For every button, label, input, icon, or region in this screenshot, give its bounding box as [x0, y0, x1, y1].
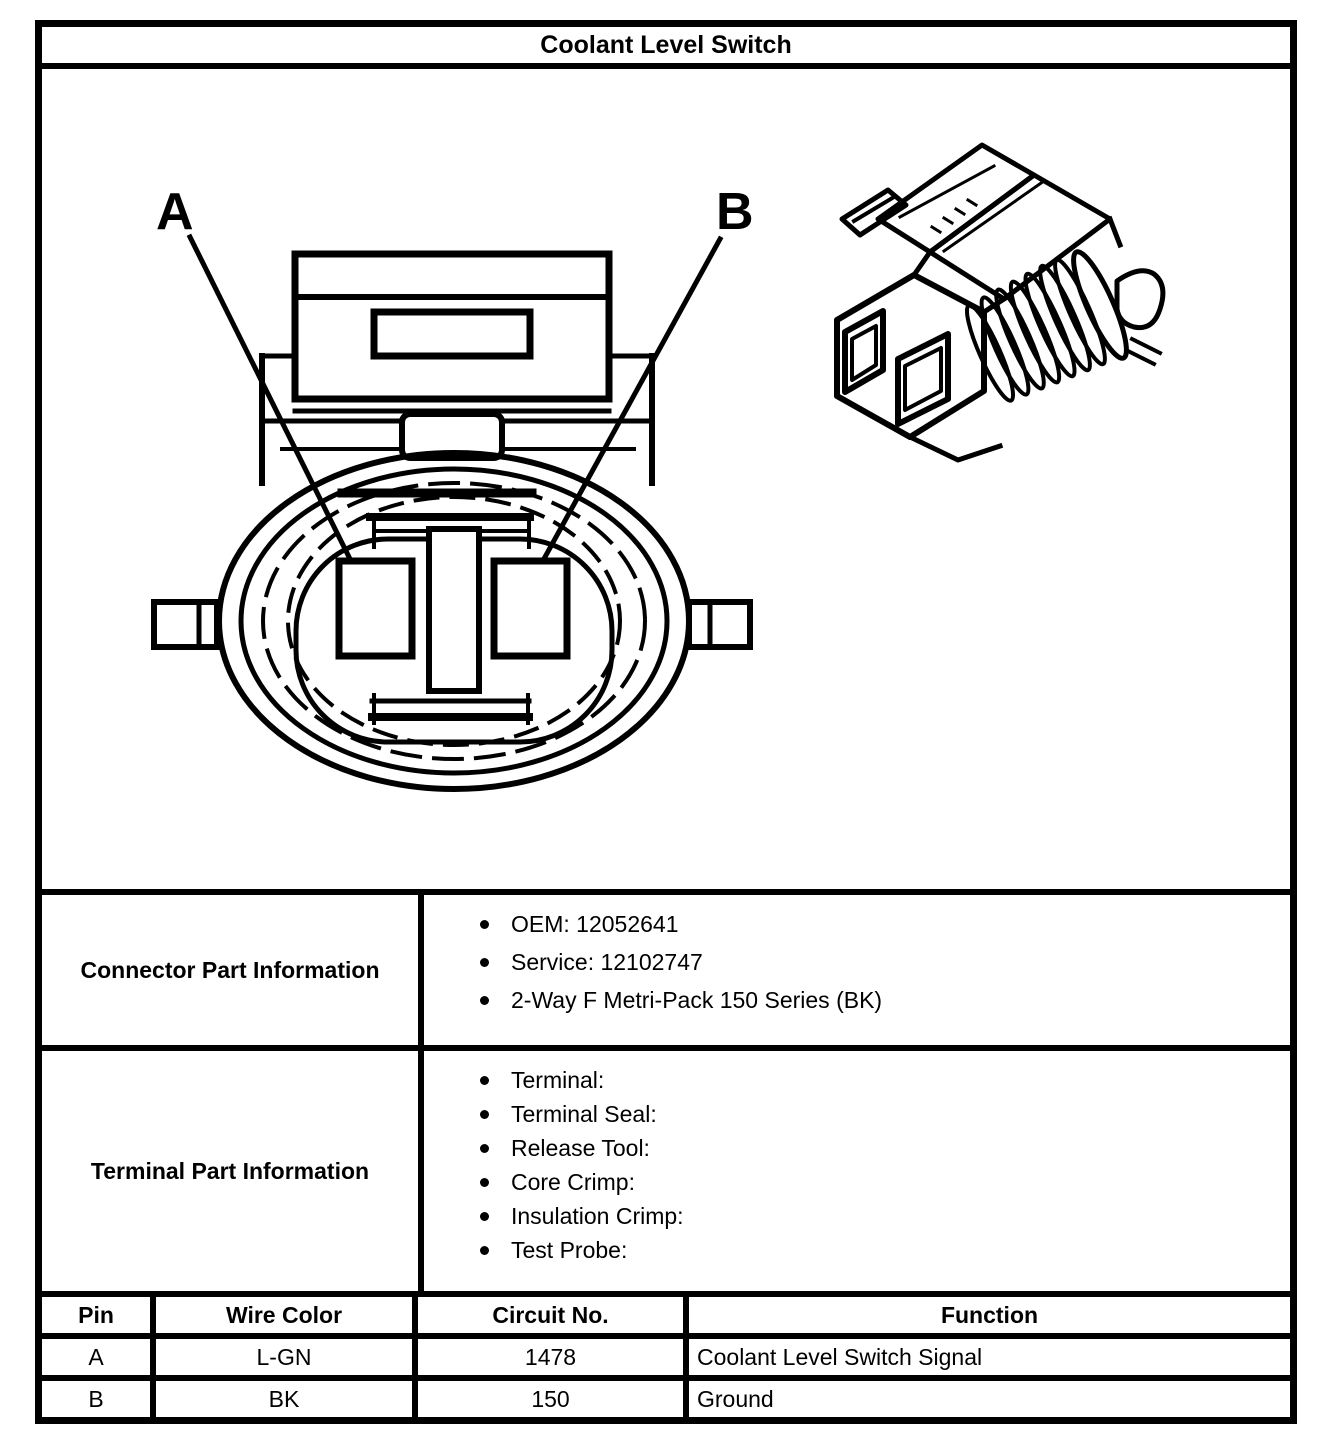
connector-part-information-row: [42, 895, 1290, 1051]
table-row-pin-a: [42, 1339, 1290, 1381]
list-item: Test Probe:: [480, 1237, 1280, 1271]
bullet-icon: [480, 996, 489, 1005]
bullet-icon: [480, 1178, 489, 1187]
pin-value: B: [42, 1381, 156, 1417]
lock-tab-housing: [295, 254, 609, 399]
bullet-icon: [480, 1110, 489, 1119]
terminal-part-information-row: [42, 1051, 1290, 1297]
wire-color-value: L-GN: [156, 1339, 418, 1375]
circuit-no-value: 1478: [418, 1339, 689, 1375]
list-item: OEM: 12052641: [480, 911, 1280, 949]
list-item: Service: 12102747: [480, 949, 1280, 987]
bullet-icon: [480, 1076, 489, 1085]
connector-face-view: [154, 183, 754, 789]
cavity-b: [494, 561, 567, 656]
pin-table-header: [42, 1297, 1290, 1339]
lock-tab-window: [374, 312, 530, 356]
function-value: Coolant Level Switch Signal: [697, 1343, 983, 1370]
terminal-part-information-heading: Terminal Part Information: [42, 1051, 424, 1291]
bullet-icon: [480, 1144, 489, 1153]
document-frame: [35, 20, 1297, 1424]
right-wing: [689, 602, 750, 647]
connector-diagram: [42, 69, 1290, 895]
bullet-icon: [480, 958, 489, 967]
page-title-text: Coolant Level Switch: [540, 31, 792, 59]
left-wing: [154, 602, 217, 647]
header-pin: Pin: [42, 1297, 156, 1333]
bullet-icon: [480, 1246, 489, 1255]
page-title: [42, 27, 1290, 69]
center-post: [429, 529, 479, 691]
list-item: 2-Way F Metri-Pack 150 Series (BK): [480, 987, 1280, 1025]
circuit-no-value: 150: [418, 1381, 689, 1417]
list-item: Core Crimp:: [480, 1169, 1280, 1203]
function-value: Ground: [697, 1385, 774, 1412]
list-item: Terminal:: [480, 1067, 1280, 1101]
connector-3d-view: [837, 145, 1163, 460]
list-item: Release Tool:: [480, 1135, 1280, 1169]
connector-part-information-heading: Connector Part Information: [42, 895, 424, 1045]
header-function: Function: [940, 1301, 1039, 1328]
wire-color-value: BK: [156, 1381, 418, 1417]
list-item: Terminal Seal:: [480, 1101, 1280, 1135]
cavity-a: [339, 561, 412, 656]
pin-a-label: A: [156, 183, 194, 241]
connector-diagram-svg: [42, 69, 1290, 889]
table-row-pin-b: [42, 1381, 1290, 1417]
header-wire-color: Wire Color: [156, 1297, 418, 1333]
bullet-icon: [480, 920, 489, 929]
pin-b-label: B: [716, 183, 754, 241]
pin-value: A: [42, 1339, 156, 1375]
header-circuit-no: Circuit No.: [418, 1297, 689, 1333]
terminal-part-information-list: [424, 1051, 1290, 1291]
connector-part-information-list: [424, 895, 1290, 1045]
body-top: [930, 175, 1110, 299]
list-item: Insulation Crimp:: [480, 1203, 1280, 1237]
rear-nub: [1117, 271, 1163, 328]
bullet-icon: [480, 1212, 489, 1221]
